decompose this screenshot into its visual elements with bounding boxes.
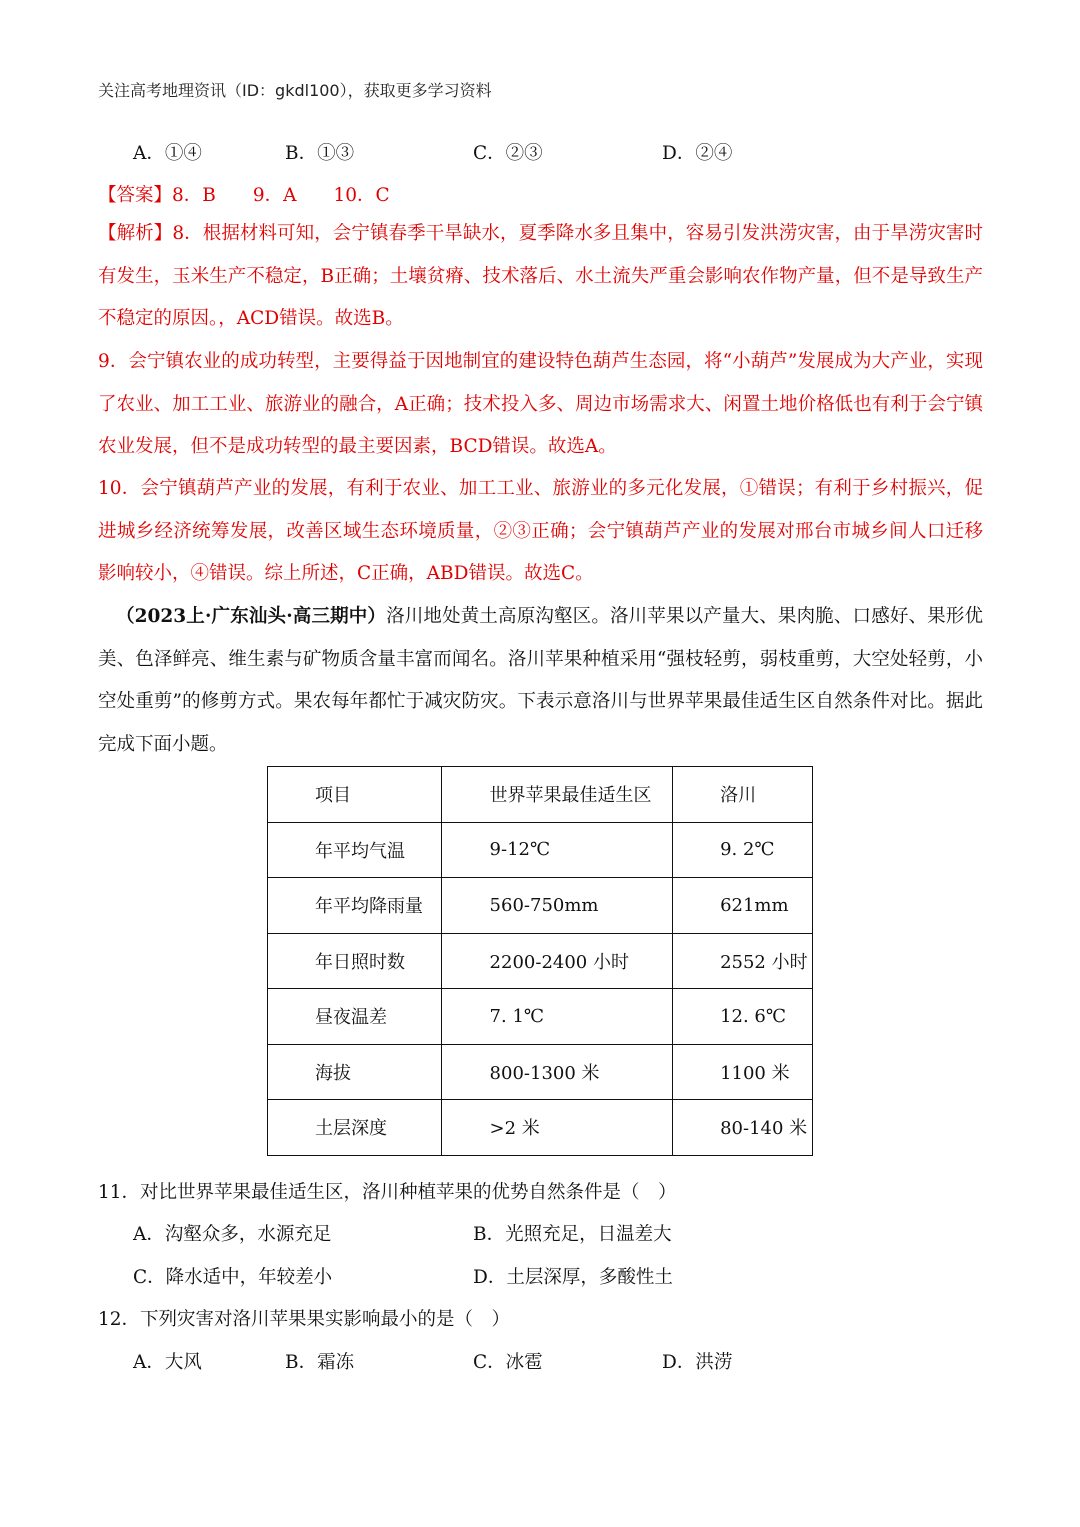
q11-option-b: B．光照充足，日温差大 [473, 1224, 672, 1245]
q11-option-a: A．沟壑众多，水源充足 [133, 1224, 332, 1245]
table-row [268, 933, 813, 989]
table-cell: 年日照时数 [268, 933, 442, 989]
q10-option-b: B．①③ [285, 143, 355, 164]
q12-option-b: B．霜冻 [285, 1352, 355, 1373]
q11-option-d: D．土层深厚，多酸性土 [473, 1267, 673, 1288]
table-cell: 年平均降雨量 [268, 878, 442, 934]
comparison-table [267, 766, 813, 1156]
table-cell: 621mm [673, 878, 813, 934]
table-header-cell: 世界苹果最佳适生区 [441, 767, 673, 823]
table-cell: 昼夜温差 [268, 989, 442, 1045]
table-row [268, 822, 813, 878]
q10-option-a: A．①④ [133, 143, 202, 164]
table-cell: 9. 2℃ [673, 822, 813, 878]
table-header-cell: 项目 [268, 767, 442, 823]
q10-option-c: C．②③ [473, 143, 543, 164]
page-header: 关注高考地理资讯（ID：gkdl100），获取更多学习资料 [98, 81, 492, 100]
q10-option-d: D．②④ [662, 143, 733, 164]
table-cell: 2552 小时 [673, 933, 813, 989]
q11-option-c: C．降水适中，年较差小 [133, 1267, 333, 1288]
answer-label: 【答案】 [98, 185, 173, 206]
table-cell: 9-12℃ [441, 822, 673, 878]
table-cell: 80-140 米 [673, 1100, 813, 1156]
table-row [268, 1044, 813, 1100]
table-cell: 年平均气温 [268, 822, 442, 878]
answer-text: 8．B 9．A 10．C [172, 185, 390, 206]
table-header-cell: 洛川 [673, 767, 813, 823]
table-cell: >2 米 [441, 1100, 673, 1156]
table-cell: 土层深度 [268, 1100, 442, 1156]
q12-option-d: D．洪涝 [662, 1352, 733, 1373]
analysis-q8: 【解析】8．根据材料可知，会宁镇春季干旱缺水，夏季降水多且集中，容易引发洪涝灾害，由于旱涝灾害时有发生，玉米生产不稳定，B正确；土壤贫瘠、技术落后、水土流失严重会影响农作物产量，但不是导致生产不稳定的原因。，ACD错误。故选B。 [98, 223, 983, 329]
table-row [268, 878, 813, 934]
table-cell: 560-750mm [441, 878, 673, 934]
q12-option-c: C．冰雹 [473, 1352, 543, 1373]
question-source: （2023上·广东汕头·高三期中） [116, 606, 387, 627]
table-cell: 海拔 [268, 1044, 442, 1100]
table-cell: 2200-2400 小时 [441, 933, 673, 989]
table-header-row [268, 767, 813, 823]
table-cell: 12. 6℃ [673, 989, 813, 1045]
q12-stem: 12．下列灾害对洛川苹果果实影响最小的是（ ） [98, 1309, 511, 1330]
question-intro [98, 596, 983, 766]
table-cell: 800-1300 米 [441, 1044, 673, 1100]
table-row [268, 989, 813, 1045]
table-cell: 1100 米 [673, 1044, 813, 1100]
table-cell: 7. 1℃ [441, 989, 673, 1045]
q12-option-a: A．大风 [133, 1352, 202, 1373]
analysis-q9: 9．会宁镇农业的成功转型，主要得益于因地制宜的建设特色葫芦生态园，将“小葫芦”发展成为大产业，实现了农业、加工工业、旅游业的融合，A正确；技术投入多、周边市场需求大、闲置土地价格低也有利于会宁镇农业发展，但不是成功转型的最主要因素，BCD错误。故选A。 [98, 351, 983, 457]
q11-stem: 11．对比世界苹果最佳适生区，洛川种植苹果的优势自然条件是（ ） [98, 1182, 677, 1203]
analysis-q10: 10．会宁镇葫芦产业的发展，有利于农业、加工工业、旅游业的多元化发展，①错误；有利于乡村振兴，促进城乡经济统筹发展，改善区域生态环境质量，②③正确；会宁镇葫芦产业的发展对邢台市城乡间人口迁移影响较小，④错误。综上所述，C正确，ABD错误。故选C。 [98, 478, 983, 584]
answer-line [98, 181, 390, 207]
table-row [268, 1100, 813, 1156]
question-material: 洛川地处黄土高原沟壑区。洛川苹果以产量大、果肉脆、口感好、果形优美、色泽鲜亮、维生素与矿物质含量丰富而闻名。洛川苹果种植采用“强枝轻剪，弱枝重剪，大空处轻剪，小空处重剪”的修剪方式。果农每年都忙于减灾防灾。下表示意洛川与世界苹果最佳适生区自然条件对比。据此完成下面小题。 [98, 606, 983, 755]
